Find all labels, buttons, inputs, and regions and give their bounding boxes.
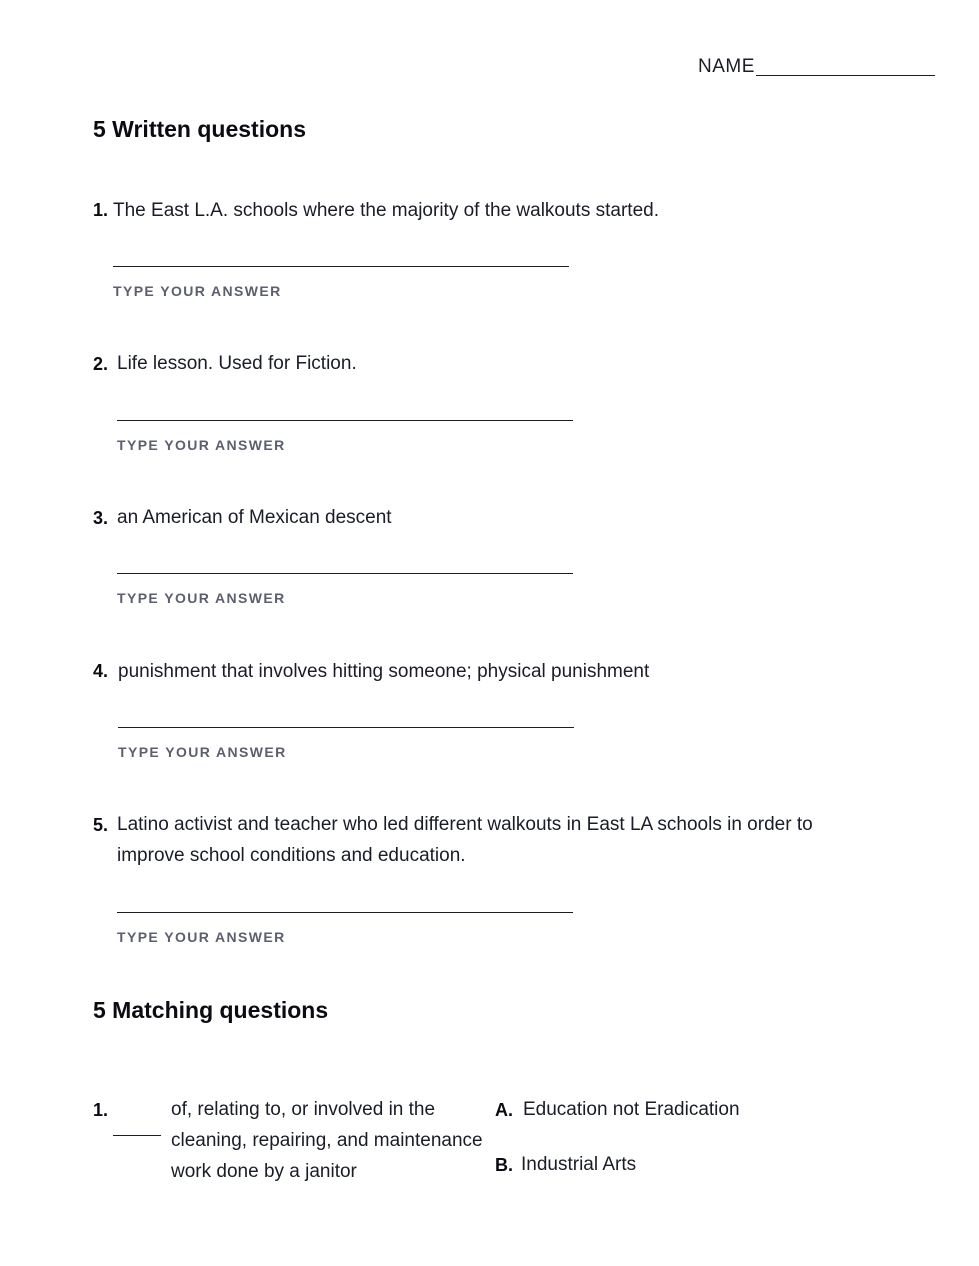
option-letter: A.	[495, 1100, 513, 1120]
written-section-title: 5 Written questions	[93, 116, 306, 142]
written-question-text: Life lesson. Used for Fiction.	[117, 353, 357, 374]
matching-answer-blank[interactable]	[113, 1135, 161, 1136]
answer-label: TYPE YOUR ANSWER	[113, 283, 282, 299]
written-question-number: 1.	[93, 200, 109, 220]
answer-input-line[interactable]	[117, 912, 573, 913]
answer-label: TYPE YOUR ANSWER	[118, 744, 287, 760]
written-question-number: 5.	[93, 815, 109, 835]
written-question-text: Latino activist and teacher who led different walkouts in East LA schools in order to improve school conditions and education.	[117, 814, 813, 866]
answer-input-line[interactable]	[113, 266, 569, 267]
written-question-number: 2.	[93, 354, 109, 374]
option-text: Industrial Arts	[521, 1154, 637, 1175]
name-label: NAME	[698, 56, 755, 77]
written-question-text: an American of Mexican descent	[117, 507, 392, 528]
written-question-number: 3.	[93, 508, 109, 528]
answer-input-line[interactable]	[117, 573, 573, 574]
answer-label: TYPE YOUR ANSWER	[117, 590, 286, 606]
written-question-text: The East L.A. schools where the majority of the walkouts started.	[113, 200, 659, 221]
option-text: Education not Eradication	[523, 1099, 740, 1120]
matching-definition: of, relating to, or involved in the cleaning, repairing, and maintenance work done by a janitor	[171, 1099, 483, 1182]
written-question-number: 4.	[93, 661, 109, 681]
written-question-text: punishment that involves hitting someone; physical punishment	[118, 661, 650, 682]
option-letter: B.	[495, 1155, 513, 1175]
answer-label: TYPE YOUR ANSWER	[117, 437, 286, 453]
matching-section-title: 5 Matching questions	[93, 997, 329, 1023]
answer-label: TYPE YOUR ANSWER	[117, 929, 286, 945]
name-underline[interactable]	[756, 75, 935, 76]
matching-question-number: 1.	[93, 1100, 109, 1120]
answer-input-line[interactable]	[118, 727, 574, 728]
answer-input-line[interactable]	[117, 420, 573, 421]
